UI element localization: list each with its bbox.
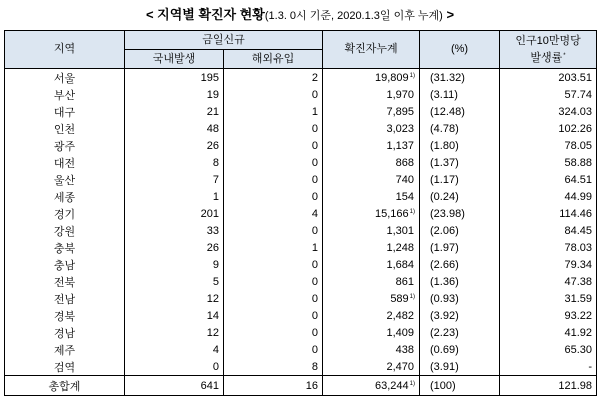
cumulative-value: 868 — [395, 156, 415, 169]
cell-region: 서울 — [5, 69, 125, 87]
cell-overseas: 1 — [224, 239, 323, 256]
cell-percent: (3.91) — [420, 358, 500, 376]
cell-percent: (0.69) — [420, 341, 500, 358]
cumulative-value: 15,166 — [375, 207, 409, 220]
cell-overseas: 0 — [224, 86, 323, 103]
cell-domestic: 26 — [125, 239, 224, 256]
cell-domestic: 21 — [125, 103, 224, 120]
table-row — [5, 256, 597, 273]
cell-overseas: 2 — [224, 69, 323, 87]
cell-rate: - — [500, 358, 597, 376]
cell-rate: 64.51 — [500, 171, 597, 188]
cell-rate: 121.98 — [500, 376, 597, 396]
cumulative-value: 740 — [395, 173, 415, 186]
cell-cumulative — [323, 69, 420, 87]
footnote-mark: 1) — [409, 380, 416, 387]
cumulative-value: 1,301 — [386, 224, 415, 237]
header-rate-line1: 인구10만명당 — [515, 34, 581, 47]
cell-region: 대전 — [5, 154, 125, 171]
table-row — [5, 103, 597, 120]
cell-rate: 79.34 — [500, 256, 597, 273]
cell-region: 광주 — [5, 137, 125, 154]
cell-region: 제주 — [5, 341, 125, 358]
cell-region: 경기 — [5, 205, 125, 222]
table-row — [5, 307, 597, 324]
cell-domestic: 7 — [125, 171, 224, 188]
cell-percent: (1.97) — [420, 239, 500, 256]
cell-percent: (1.36) — [420, 273, 500, 290]
cell-cumulative — [323, 86, 420, 103]
table-row — [5, 120, 597, 137]
table-title-main: < 지역별 확진자 현황 — [145, 7, 265, 22]
cell-overseas: 0 — [224, 256, 323, 273]
cumulative-value: 2,482 — [386, 309, 415, 322]
cell-region: 대구 — [5, 103, 125, 120]
table-row — [5, 273, 597, 290]
cell-rate: 57.74 — [500, 86, 597, 103]
cumulative-value: 1,684 — [386, 258, 415, 271]
header-row — [5, 31, 597, 50]
table-row — [5, 324, 597, 341]
cell-cumulative — [323, 239, 420, 256]
table-row — [5, 171, 597, 188]
cell-overseas: 0 — [224, 120, 323, 137]
cell-domestic: 195 — [125, 69, 224, 87]
cell-percent: (2.06) — [420, 222, 500, 239]
cell-cumulative — [323, 358, 420, 376]
cell-percent: (0.24) — [420, 188, 500, 205]
cell-region: 인천 — [5, 120, 125, 137]
cell-percent: (1.80) — [420, 137, 500, 154]
table-row — [5, 205, 597, 222]
cell-rate: 102.26 — [500, 120, 597, 137]
table-row — [5, 188, 597, 205]
cell-cumulative — [323, 103, 420, 120]
cell-overseas: 0 — [224, 137, 323, 154]
cell-region: 검역 — [5, 358, 125, 376]
cell-rate: 78.05 — [500, 137, 597, 154]
cell-overseas: 4 — [224, 205, 323, 222]
cell-domestic: 9 — [125, 256, 224, 273]
cell-overseas: 0 — [224, 222, 323, 239]
table-row — [5, 222, 597, 239]
header-percent: (%) — [420, 31, 500, 69]
cell-rate: 84.45 — [500, 222, 597, 239]
cell-region: 울산 — [5, 171, 125, 188]
header-cumulative: 확진자누계 — [323, 31, 420, 69]
cell-percent: (2.66) — [420, 256, 500, 273]
cell-overseas: 1 — [224, 103, 323, 120]
cell-domestic: 1 — [125, 188, 224, 205]
table-row — [5, 69, 597, 87]
cell-percent: (2.23) — [420, 324, 500, 341]
table-row — [5, 239, 597, 256]
table-row — [5, 154, 597, 171]
header-rate-mark: * — [563, 52, 566, 59]
cell-cumulative — [323, 120, 420, 137]
cell-overseas: 0 — [224, 273, 323, 290]
cell-cumulative — [323, 188, 420, 205]
cell-region: 경남 — [5, 324, 125, 341]
cell-cumulative — [323, 205, 420, 222]
cell-domestic: 14 — [125, 307, 224, 324]
header-rate — [500, 31, 597, 69]
cell-overseas: 0 — [224, 154, 323, 171]
header-domestic: 국내발생 — [125, 50, 224, 69]
cell-overseas: 8 — [224, 358, 323, 376]
cumulative-value: 2,470 — [386, 360, 415, 373]
cell-region: 세종 — [5, 188, 125, 205]
footnote-mark: 1) — [409, 208, 416, 215]
cell-domestic: 0 — [125, 358, 224, 376]
region-status-table — [4, 30, 597, 396]
cell-overseas: 0 — [224, 341, 323, 358]
cell-rate: 58.88 — [500, 154, 597, 171]
cell-cumulative — [323, 290, 420, 307]
header-region: 지역 — [5, 31, 125, 69]
cell-rate: 65.30 — [500, 341, 597, 358]
cumulative-value: 861 — [395, 275, 415, 288]
cumulative-value: 589 — [390, 292, 409, 305]
cell-domestic: 201 — [125, 205, 224, 222]
cumulative-value: 3,023 — [386, 122, 415, 135]
cell-region: 전남 — [5, 290, 125, 307]
cell-region: 강원 — [5, 222, 125, 239]
cell-domestic: 33 — [125, 222, 224, 239]
cell-cumulative — [323, 341, 420, 358]
cell-cumulative — [323, 376, 420, 396]
cell-domestic: 19 — [125, 86, 224, 103]
cell-overseas: 0 — [224, 188, 323, 205]
cumulative-value: 63,244 — [375, 379, 409, 392]
cell-rate: 78.03 — [500, 239, 597, 256]
table-title-subtitle: (1.3. 0시 기준, 2020.1.3일 이후 누계) — [264, 10, 443, 22]
cell-region: 충남 — [5, 256, 125, 273]
cumulative-value: 1,409 — [386, 326, 415, 339]
table-title-close: > — [442, 7, 455, 22]
cell-rate: 31.59 — [500, 290, 597, 307]
table-row — [5, 358, 597, 376]
cell-percent: (23.98) — [420, 205, 500, 222]
cell-region: 전북 — [5, 273, 125, 290]
table-title — [0, 0, 600, 30]
cell-overseas: 0 — [224, 324, 323, 341]
cell-cumulative — [323, 273, 420, 290]
cell-region: 경북 — [5, 307, 125, 324]
total-row — [5, 376, 597, 396]
cell-region: 부산 — [5, 86, 125, 103]
cell-overseas: 0 — [224, 171, 323, 188]
cell-domestic: 12 — [125, 290, 224, 307]
cell-rate: 47.38 — [500, 273, 597, 290]
cell-region: 충북 — [5, 239, 125, 256]
cell-domestic: 8 — [125, 154, 224, 171]
cell-rate: 93.22 — [500, 307, 597, 324]
cell-cumulative — [323, 222, 420, 239]
table-row — [5, 341, 597, 358]
cumulative-value: 1,970 — [386, 88, 415, 101]
cell-percent: (12.48) — [420, 103, 500, 120]
cell-percent: (31.32) — [420, 69, 500, 87]
header-overseas: 해외유입 — [224, 50, 323, 69]
cumulative-value: 7,895 — [386, 105, 415, 118]
cumulative-value: 19,809 — [375, 71, 409, 84]
cell-cumulative — [323, 256, 420, 273]
cell-cumulative — [323, 171, 420, 188]
cell-overseas: 16 — [224, 376, 323, 396]
cell-cumulative — [323, 307, 420, 324]
cell-domestic: 5 — [125, 273, 224, 290]
cell-domestic: 26 — [125, 137, 224, 154]
cell-rate: 203.51 — [500, 69, 597, 87]
cumulative-value: 1,137 — [386, 139, 415, 152]
cell-domestic: 641 — [125, 376, 224, 396]
cell-percent: (1.17) — [420, 171, 500, 188]
cell-rate: 324.03 — [500, 103, 597, 120]
cell-overseas: 0 — [224, 290, 323, 307]
table-row — [5, 137, 597, 154]
cell-overseas: 0 — [224, 307, 323, 324]
table-row — [5, 290, 597, 307]
footnote-mark: 1) — [409, 293, 416, 300]
footnote-mark: 1) — [409, 72, 416, 79]
cell-percent: (0.93) — [420, 290, 500, 307]
cell-percent: (4.78) — [420, 120, 500, 137]
cell-region: 총합계 — [5, 376, 125, 396]
cell-rate: 44.99 — [500, 188, 597, 205]
header-rate-line2: 발생률 — [530, 51, 563, 64]
cell-percent: (3.11) — [420, 86, 500, 103]
cell-rate: 41.92 — [500, 324, 597, 341]
cell-percent: (3.92) — [420, 307, 500, 324]
cell-cumulative — [323, 137, 420, 154]
cell-domestic: 48 — [125, 120, 224, 137]
cell-percent: (1.37) — [420, 154, 500, 171]
cell-rate: 114.46 — [500, 205, 597, 222]
cumulative-value: 438 — [395, 343, 415, 356]
table-row — [5, 86, 597, 103]
cell-domestic: 12 — [125, 324, 224, 341]
cell-cumulative — [323, 324, 420, 341]
cell-percent: (100) — [420, 376, 500, 396]
cumulative-value: 154 — [395, 190, 415, 203]
table-body — [5, 69, 597, 396]
cell-domestic: 4 — [125, 341, 224, 358]
header-daily-new: 금일신규 — [125, 31, 323, 50]
cell-cumulative — [323, 154, 420, 171]
cumulative-value: 1,248 — [386, 241, 415, 254]
